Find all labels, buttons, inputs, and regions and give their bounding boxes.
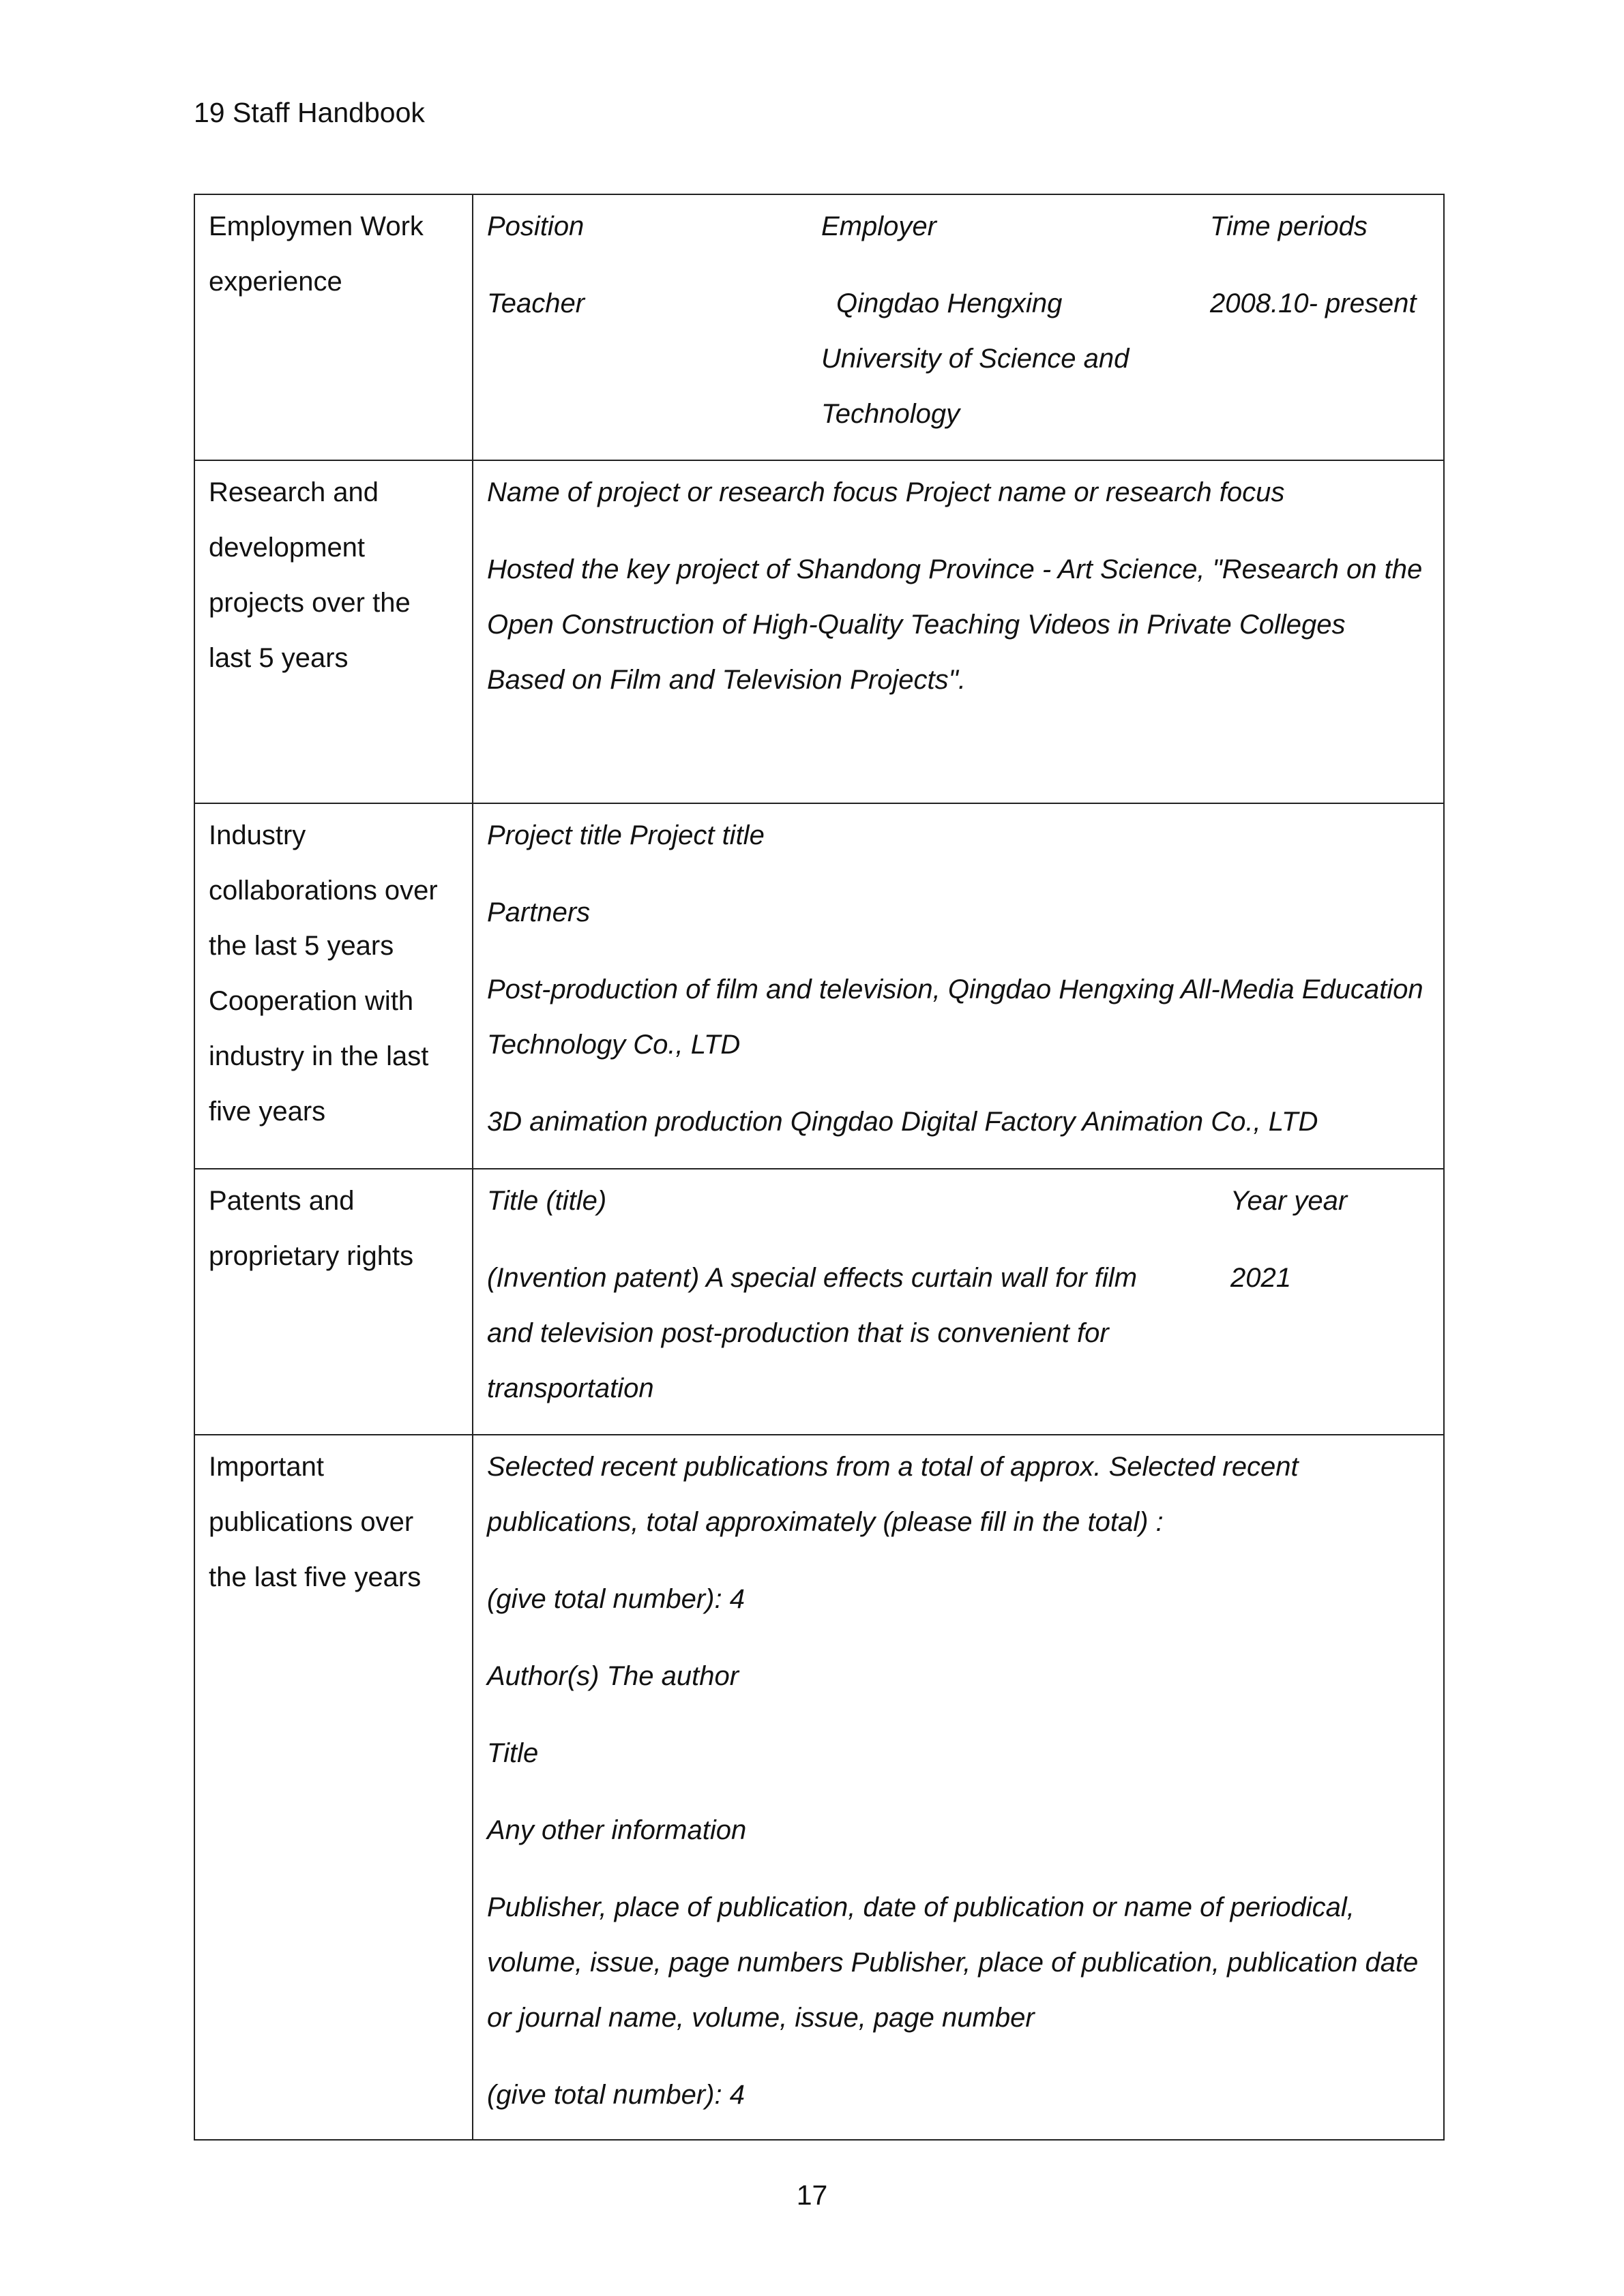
patents-grid (487, 1174, 1430, 1416)
industry-label: Industry collaborations over the last 5 years Cooperation with industry in the last five years (194, 803, 473, 1169)
employment-row (194, 194, 1444, 460)
industry-row (194, 803, 1444, 1169)
patents-content (473, 1169, 1444, 1435)
publications-total-2: (give total number): 4 (487, 2080, 745, 2110)
patent-title-column-header: Title (title) (487, 1186, 607, 1216)
publications-intro: Selected recent publications from a total of approx. Selected recent publications, total approximately (please fill in the total) : (487, 1452, 1299, 1537)
publications-title: Title (487, 1738, 539, 1768)
position-column-header: Position (487, 211, 585, 241)
publications-content (473, 1435, 1444, 2140)
patent-title-value: (Invention patent) A special effects curtain wall for film and television post-production that is convenient for transportation (487, 1263, 1138, 1403)
industry-item-1: Post-production of film and television, Qingdao Hengxing All-Media Education Technology Co., LTD (487, 974, 1423, 1060)
research-label: Research and development projects over the last 5 years (194, 460, 473, 803)
industry-partners-label: Partners (487, 897, 591, 927)
employment-grid (487, 199, 1430, 442)
time-column-header: Time periods (1210, 211, 1368, 241)
position-value: Teacher (487, 288, 585, 318)
publications-total-1: (give total number): 4 (487, 1584, 745, 1614)
time-value: 2008.10- present (1210, 288, 1417, 318)
page-header: 19 Staff Handbook (194, 97, 425, 128)
employment-content (473, 194, 1444, 460)
page-number: 17 (796, 2179, 828, 2211)
employer-line-2: University of Science and (821, 344, 1130, 374)
publications-row (194, 1435, 1444, 2140)
research-body: Hosted the key project of Shandong Province - Art Science, "Research on the Open Construction of High-Quality Teaching Videos in Private Colleges Based on Film and Television Projects". (487, 554, 1423, 695)
employer-value (821, 276, 1210, 442)
publications-authors: Author(s) The author (487, 1661, 739, 1691)
employment-label: Employmen Work experience (194, 194, 473, 460)
staff-cv-table (194, 194, 1445, 2141)
research-content (473, 460, 1444, 803)
publications-label: Important publications over the last five years (194, 1435, 473, 2140)
employer-column-header: Employer (821, 211, 936, 241)
patent-year-column-header: Year year (1230, 1186, 1348, 1216)
employer-line-1: Qingdao Hengxing (836, 288, 1063, 318)
industry-item-2: 3D animation production Qingdao Digital Factory Animation Co., LTD (487, 1107, 1318, 1137)
publications-publisher: Publisher, place of publication, date of publication or name of periodical, volume, issue, page numbers Publisher, place of publication, publication date or journal name, volume, issue, page number (487, 1892, 1419, 2033)
industry-heading: Project title Project title (487, 820, 765, 850)
publications-other-info: Any other information (487, 1815, 747, 1845)
patents-row (194, 1169, 1444, 1435)
industry-content (473, 803, 1444, 1169)
research-row (194, 460, 1444, 803)
patents-label: Patents and proprietary rights (194, 1169, 473, 1435)
research-heading: Name of project or research focus Project name or research focus (487, 477, 1285, 507)
patent-year-value: 2021 (1230, 1263, 1291, 1293)
employer-line-3: Technology (821, 399, 960, 429)
